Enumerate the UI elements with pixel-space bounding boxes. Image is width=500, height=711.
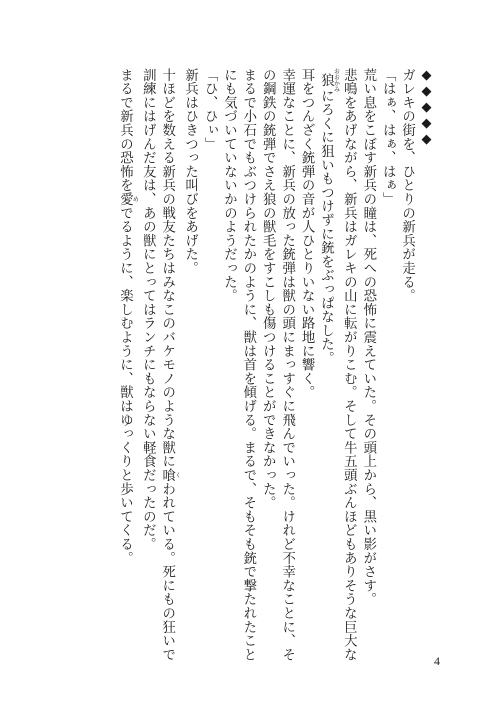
- text-line-7: 幸運なことに、新兵の放った銃弾は獣の頭にまっすぐに飛んでいった。けれど不幸なことに、そ: [279, 68, 295, 662]
- page-number: 4: [434, 654, 440, 668]
- text-line-9: まるで小石でもぶつけられたかのように、獣は首を傾げる。まるで、そもそも銃で撃たれたこと: [240, 68, 256, 662]
- text-line-14: 訓練にはげんだ友は、あの獣にとってはランチにもならない軽食だったのだ。: [140, 68, 156, 551]
- vertical-text-body: [115, 68, 436, 662]
- text-line-11: 「ひ、ひぃ」: [202, 68, 218, 151]
- text-line-6: 耳をつんざく銃弾の音が人ひとりいない路地に響く。: [299, 68, 315, 400]
- text-line-5: 狼 おおかみにろくに狙いもつけずに銃をぶっぱなした。: [318, 68, 340, 365]
- ruby-text: 愛 め: [117, 192, 139, 207]
- text-line-2: 「はぁ、はぁ、はぁ」: [380, 68, 396, 206]
- ruby-text: 狼 おおかみ: [318, 68, 340, 92]
- text-line-3: 荒い息をこぼす新兵の瞳は、死への恐怖に震えていた。その頭上から、黒い影がさす。: [360, 68, 376, 607]
- text-line-13: 十ほどを数える新兵の戦友たちはみなこのバケモノのような獣に喰 くわれている。死にもの狂いで: [159, 68, 181, 662]
- text-line-12: 新兵はひきつった叫びをあげた。: [182, 68, 198, 275]
- text-line-10: にも気づいていないかのようだった。: [221, 68, 237, 303]
- text-line-8: の鋼鉄の銃弾でさえ狼の獣毛をすこしも傷つけることができなかった。: [260, 68, 276, 510]
- text-line-1: ガレキの街を、ひとりの新兵が走る。: [399, 68, 415, 303]
- section-break-diamonds: ◆◆◆◆◆: [419, 68, 434, 148]
- text-line-15: まるで新兵の恐怖を愛 めでるように、楽しむように、獣はゆっくりと歩いてくる。: [117, 68, 139, 565]
- ruby-text: 喰 く: [159, 468, 181, 483]
- text-line-4: 悲鳴をあげながら、新兵はガレキの山に転がりこむ。そして牛五頭ぶんほどもありそうな巨大な: [341, 68, 357, 662]
